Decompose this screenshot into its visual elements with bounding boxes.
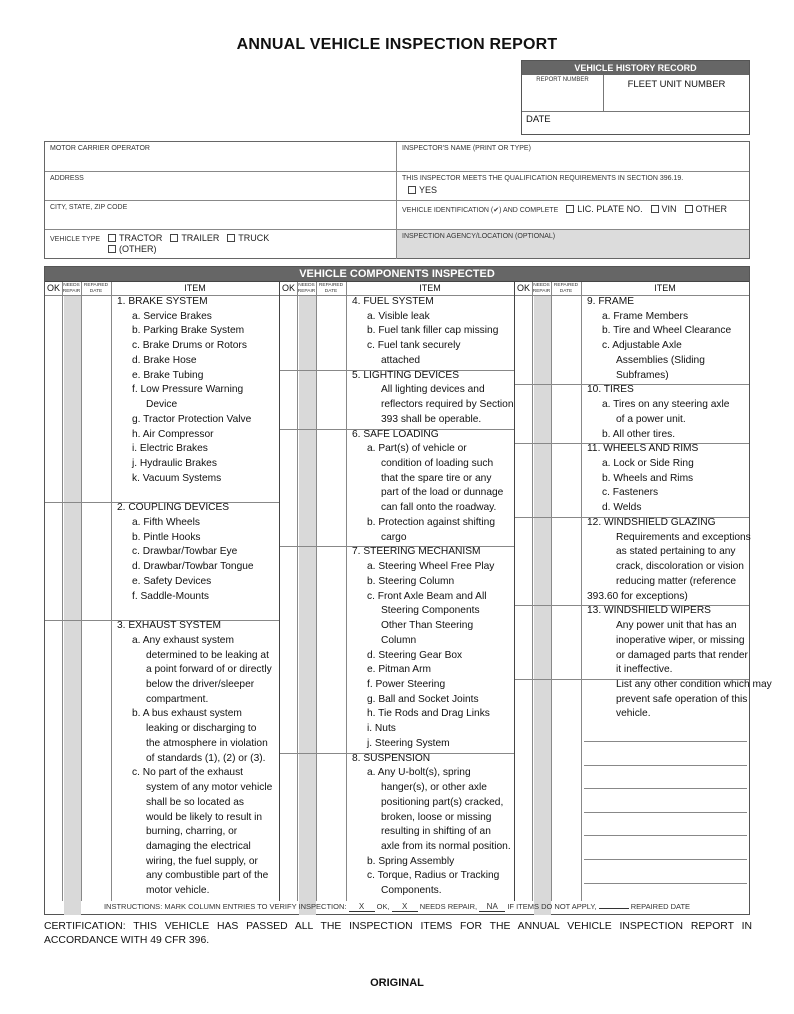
item-line: c. Drawbar/Towbar Eye xyxy=(132,546,238,558)
item-header: ITEM xyxy=(654,283,676,293)
item-line: resulting in shifting of an xyxy=(381,826,491,838)
needs-repair-header: NEEDS REPAIR xyxy=(62,283,81,294)
item-line: Column xyxy=(381,634,417,646)
lic-plate-checkbox[interactable] xyxy=(566,204,642,214)
city-label: CITY, STATE, ZIP CODE xyxy=(50,204,128,211)
checkbox-icon xyxy=(108,234,116,242)
tractor-label: TRACTOR xyxy=(119,233,163,243)
repair-mark: X xyxy=(392,902,418,912)
item-line: it ineffective. xyxy=(616,664,673,676)
write-in-line[interactable] xyxy=(584,883,747,884)
item-line: inoperative wiper, or missing xyxy=(616,634,745,646)
city-state-zip-field[interactable] xyxy=(45,201,397,230)
item-line: a. Fifth Wheels xyxy=(132,516,200,528)
item-line: b. Protection against shifting xyxy=(367,516,495,528)
item-header: ITEM xyxy=(419,283,441,293)
item-line: shall be so located as xyxy=(146,796,244,808)
item-line: e. Pitman Arm xyxy=(367,664,431,676)
item-line: any combustible part of the xyxy=(146,870,269,882)
item-line: e. Safety Devices xyxy=(132,575,212,587)
item-header: ITEM xyxy=(184,283,206,293)
item-line: part of the load or dunnage xyxy=(381,487,504,499)
tractor-checkbox[interactable] xyxy=(108,233,162,243)
item-line: d. Drawbar/Towbar Tongue xyxy=(132,561,254,573)
section-divider xyxy=(280,370,514,371)
item-line: List any other condition which may xyxy=(616,678,772,690)
vehicle-identification-cell xyxy=(397,201,749,230)
section-divider xyxy=(280,546,514,547)
section-divider xyxy=(515,517,749,518)
repaired-date-header: REPAIRED DATE xyxy=(553,283,579,294)
item-line: g. Ball and Socket Joints xyxy=(367,693,479,705)
item-line: 2. COUPLING DEVICES xyxy=(117,502,230,514)
yes-label: YES xyxy=(419,185,438,195)
ok-column-shade xyxy=(64,296,81,915)
item-line: a. Part(s) of vehicle or xyxy=(367,443,467,455)
item-line: a. Lock or Side Ring xyxy=(602,458,694,470)
na-mark: NA xyxy=(479,902,505,912)
item-line: Components. xyxy=(381,885,442,897)
item-line: reflectors required by Section xyxy=(381,399,514,411)
fleet-unit-number-field[interactable]: FLEET UNIT NUMBER xyxy=(627,79,726,90)
write-in-line[interactable] xyxy=(584,765,747,766)
qualification-label: THIS INSPECTOR MEETS THE QUALIFICATION REQUIREMENTS IN SECTION 396.19. xyxy=(402,175,684,182)
item-line: c. Brake Drums or Rotors xyxy=(132,340,247,352)
item-line: a. Steering Wheel Free Play xyxy=(367,561,495,573)
item-line: vehicle. xyxy=(616,708,651,720)
item-line: below the driver/sleeper xyxy=(146,678,255,690)
item-line: d. Welds xyxy=(602,502,642,514)
item-line: positioning part(s) cracked, xyxy=(381,796,504,808)
inspection-agency-field[interactable] xyxy=(397,230,749,258)
item-line: crack, discoloration or vision xyxy=(616,561,744,573)
item-line: b. Tire and Wheel Clearance xyxy=(602,325,732,337)
ok-column-shade xyxy=(299,296,316,915)
item-line: 11. WHEELS AND RIMS xyxy=(587,443,699,455)
yes-checkbox[interactable] xyxy=(408,185,744,195)
checkbox-icon xyxy=(651,205,659,213)
motor-carrier-label: MOTOR CARRIER OPERATOR xyxy=(50,145,150,152)
section-divider xyxy=(515,605,749,606)
checkbox-icon xyxy=(408,186,416,194)
item-line: burning, charring, or xyxy=(146,826,238,838)
repaired-date-header: REPAIRED DATE xyxy=(83,283,109,294)
item-line: the atmosphere in violation xyxy=(146,737,268,749)
inspector-name-label: INSPECTOR'S NAME (PRINT OR TYPE) xyxy=(402,145,531,152)
item-line: 1. BRAKE SYSTEM xyxy=(117,296,208,307)
item-line: e. Brake Tubing xyxy=(132,369,204,381)
item-line: that the spare tire or any xyxy=(381,472,492,484)
checkbox-icon xyxy=(685,205,693,213)
item-line: i. Nuts xyxy=(367,723,396,735)
item-line: f. Saddle-Mounts xyxy=(132,590,210,602)
repaired-date-text: REPAIRED DATE xyxy=(630,902,691,911)
item-line: 393 shall be operable. xyxy=(381,413,482,425)
item-line: a. Any U-bolt(s), spring xyxy=(367,767,471,779)
item-line: compartment. xyxy=(146,693,209,705)
truck-checkbox[interactable] xyxy=(227,233,269,243)
section-divider xyxy=(515,384,749,385)
item-line: damaging the electrical xyxy=(146,841,251,852)
item-line: c. Front Axle Beam and All xyxy=(367,590,487,602)
item-line: 13. WINDSHIELD WIPERS xyxy=(587,605,711,617)
item-line: broken, loose or missing xyxy=(381,811,492,823)
item-line: k. Vacuum Systems xyxy=(132,472,222,484)
item-line: b. Wheels and Rims xyxy=(602,472,694,484)
section-divider xyxy=(45,502,279,503)
item-line: c. Fasteners xyxy=(602,487,659,499)
date-field[interactable]: DATE xyxy=(526,114,551,125)
instructions-line xyxy=(44,902,750,912)
item-line: f. Power Steering xyxy=(367,678,446,690)
vehicle-history-record xyxy=(521,60,750,135)
write-in-line[interactable] xyxy=(584,812,747,813)
item-line: cargo xyxy=(381,531,407,543)
address-label: ADDRESS xyxy=(50,175,84,182)
write-in-line[interactable] xyxy=(584,835,747,836)
item-line: of standards (1), (2) or (3). xyxy=(146,752,266,764)
item-line: f. Low Pressure Warning xyxy=(132,384,244,396)
item-line: Requirements and exceptions xyxy=(616,531,751,543)
needs-repair-header: NEEDS REPAIR xyxy=(532,283,551,294)
item-line: determined to be leaking at xyxy=(146,649,269,661)
item-line: c. Torque, Radius or Tracking xyxy=(367,870,500,882)
item-line: wiring, the fuel supply, or xyxy=(146,855,258,867)
vehicle-type-cell xyxy=(45,230,397,259)
truck-label: TRUCK xyxy=(238,233,270,243)
item-line: b. Pintle Hooks xyxy=(132,531,201,543)
item-line: c. No part of the exhaust xyxy=(132,767,243,779)
item-line: b. Spring Assembly xyxy=(367,855,455,867)
item-line: can fall onto the roadway. xyxy=(381,502,497,514)
item-line: of a power unit. xyxy=(616,413,686,425)
item-line: 7. STEERING MECHANISM xyxy=(352,546,481,558)
write-in-line[interactable] xyxy=(584,788,747,789)
ok-text: OK, xyxy=(376,902,390,911)
qualification-cell xyxy=(397,172,749,201)
ok-mark: X xyxy=(349,902,375,912)
repaired-date-mark xyxy=(599,908,629,909)
item-line: 5. LIGHTING DEVICES xyxy=(352,369,459,381)
item-line: reducing matter (reference xyxy=(616,575,737,587)
item-line: j. Steering System xyxy=(367,737,450,749)
carrier-info-grid xyxy=(44,141,750,259)
ok-header: OK xyxy=(281,283,295,293)
motor-carrier-field[interactable] xyxy=(45,142,397,172)
item-line: prevent safe operation of this xyxy=(616,693,748,705)
item-line: system of any motor vehicle xyxy=(146,782,273,794)
item-line: 8. SUSPENSION xyxy=(352,752,431,764)
certification-statement: CERTIFICATION: THIS VEHICLE HAS PASSED ALL THE INSPECTION ITEMS FOR THE ANNUAL VEHICLE INSPECTION REPORT IN ACCORDANCE WITH 49 CFR 396. xyxy=(44,921,752,946)
item-line: b. Parking Brake System xyxy=(132,325,245,337)
item-line: d. Brake Hose xyxy=(132,354,197,366)
item-line: Any power unit that has an xyxy=(616,620,737,632)
other-label: OTHER xyxy=(695,204,727,214)
item-line: c. Fuel tank securely xyxy=(367,340,461,352)
checkbox-icon xyxy=(566,205,574,213)
repaired-date-header: REPAIRED DATE xyxy=(318,283,344,294)
item-line: Subframes) xyxy=(616,369,669,381)
instructions-prefix: INSTRUCTIONS: MARK COLUMN ENTRIES TO VERIFY INSPECTION: xyxy=(103,902,347,911)
address-field[interactable] xyxy=(45,172,397,201)
item-line: Steering Components xyxy=(381,605,480,617)
item-line: 12. WINDSHIELD GLAZING xyxy=(587,516,716,528)
report-number-field[interactable]: REPORT NUMBER xyxy=(522,75,604,111)
section-divider xyxy=(515,679,749,680)
item-line: a. Any exhaust system xyxy=(132,634,234,646)
item-line: c. Adjustable Axle xyxy=(602,340,682,352)
copy-label: ORIGINAL xyxy=(370,977,424,989)
lic-plate-label: LIC. PLATE NO. xyxy=(577,204,643,214)
item-line: Device xyxy=(146,399,178,411)
components-table-header: VEHICLE COMPONENTS INSPECTED xyxy=(45,267,749,282)
item-line: axle from its normal position. xyxy=(381,841,511,852)
checkbox-icon xyxy=(170,234,178,242)
item-line: a. Service Brakes xyxy=(132,310,212,322)
write-in-line[interactable] xyxy=(584,741,747,742)
item-line: as stated pertaining to any xyxy=(616,546,736,558)
na-text: IF ITEMS DO NOT APPLY, xyxy=(507,902,597,911)
item-line: b. A bus exhaust system xyxy=(132,708,242,720)
item-line: motor vehicle. xyxy=(146,885,210,897)
section-divider xyxy=(515,443,749,444)
item-line: b. Steering Column xyxy=(367,575,455,587)
item-line: i. Electric Brakes xyxy=(132,443,208,455)
vehicle-type-label: VEHICLE TYPE xyxy=(50,236,101,243)
section-divider xyxy=(280,753,514,754)
report-title: ANNUAL VEHICLE INSPECTION REPORT xyxy=(236,36,558,53)
checkbox-icon xyxy=(227,234,235,242)
item-line: attached xyxy=(381,354,421,366)
item-line: a. Tires on any steering axle xyxy=(602,399,730,411)
item-line: a point forward of or directly xyxy=(146,664,272,676)
item-line: 3. EXHAUST SYSTEM xyxy=(117,620,221,632)
inspector-name-field[interactable] xyxy=(397,142,749,172)
item-line: d. Steering Gear Box xyxy=(367,649,463,661)
item-line: b. Fuel tank filler cap missing xyxy=(367,325,499,337)
write-in-line[interactable] xyxy=(584,859,747,860)
item-line: condition of loading such xyxy=(381,458,494,470)
ok-header: OK xyxy=(46,283,60,293)
item-line: a. Frame Members xyxy=(602,310,689,322)
history-header: VEHICLE HISTORY RECORD xyxy=(522,61,749,75)
item-line: h. Tie Rods and Drag Links xyxy=(367,708,490,720)
agency-label: INSPECTION AGENCY/LOCATION (OPTIONAL) xyxy=(402,233,556,240)
item-line: All lighting devices and xyxy=(381,384,485,396)
item-line: 393.60 for exceptions) xyxy=(587,590,688,602)
vin-label: VIN xyxy=(661,204,677,214)
trailer-label: TRAILER xyxy=(181,233,220,243)
checkbox-icon xyxy=(108,245,116,253)
item-line: leaking or discharging to xyxy=(146,723,257,735)
vehicle-id-label: VEHICLE IDENTIFICATION (✔) AND COMPLETE xyxy=(402,207,559,214)
item-line: would be likely to result in xyxy=(146,811,263,823)
other-type-label: (OTHER) xyxy=(119,244,157,254)
section-divider xyxy=(45,620,279,621)
section-divider xyxy=(280,429,514,430)
trailer-checkbox[interactable] xyxy=(170,233,219,243)
item-line: hanger(s), or other axle xyxy=(381,782,487,794)
item-line: a. Visible leak xyxy=(367,310,430,322)
other-checkbox[interactable] xyxy=(685,204,728,214)
needs-repair-text: NEEDS REPAIR, xyxy=(419,902,478,911)
item-line: 6. SAFE LOADING xyxy=(352,428,439,440)
item-line: or damaged parts that render xyxy=(616,649,748,661)
other-type-checkbox[interactable] xyxy=(108,244,391,254)
ok-header: OK xyxy=(516,283,530,293)
item-line: h. Air Compressor xyxy=(132,428,214,440)
needs-repair-header: NEEDS REPAIR xyxy=(297,283,316,294)
item-line: Assemblies (Sliding xyxy=(616,354,705,366)
item-line: j. Hydraulic Brakes xyxy=(132,458,217,470)
item-line: 9. FRAME xyxy=(587,296,634,307)
item-line: g. Tractor Protection Valve xyxy=(132,413,252,425)
item-line: 10. TIRES xyxy=(587,384,634,396)
item-line: Other Than Steering xyxy=(381,620,474,632)
item-line: b. All other tires. xyxy=(602,428,676,440)
components-table xyxy=(44,266,772,915)
item-line: 4. FUEL SYSTEM xyxy=(352,296,434,307)
vin-checkbox[interactable] xyxy=(651,204,677,214)
